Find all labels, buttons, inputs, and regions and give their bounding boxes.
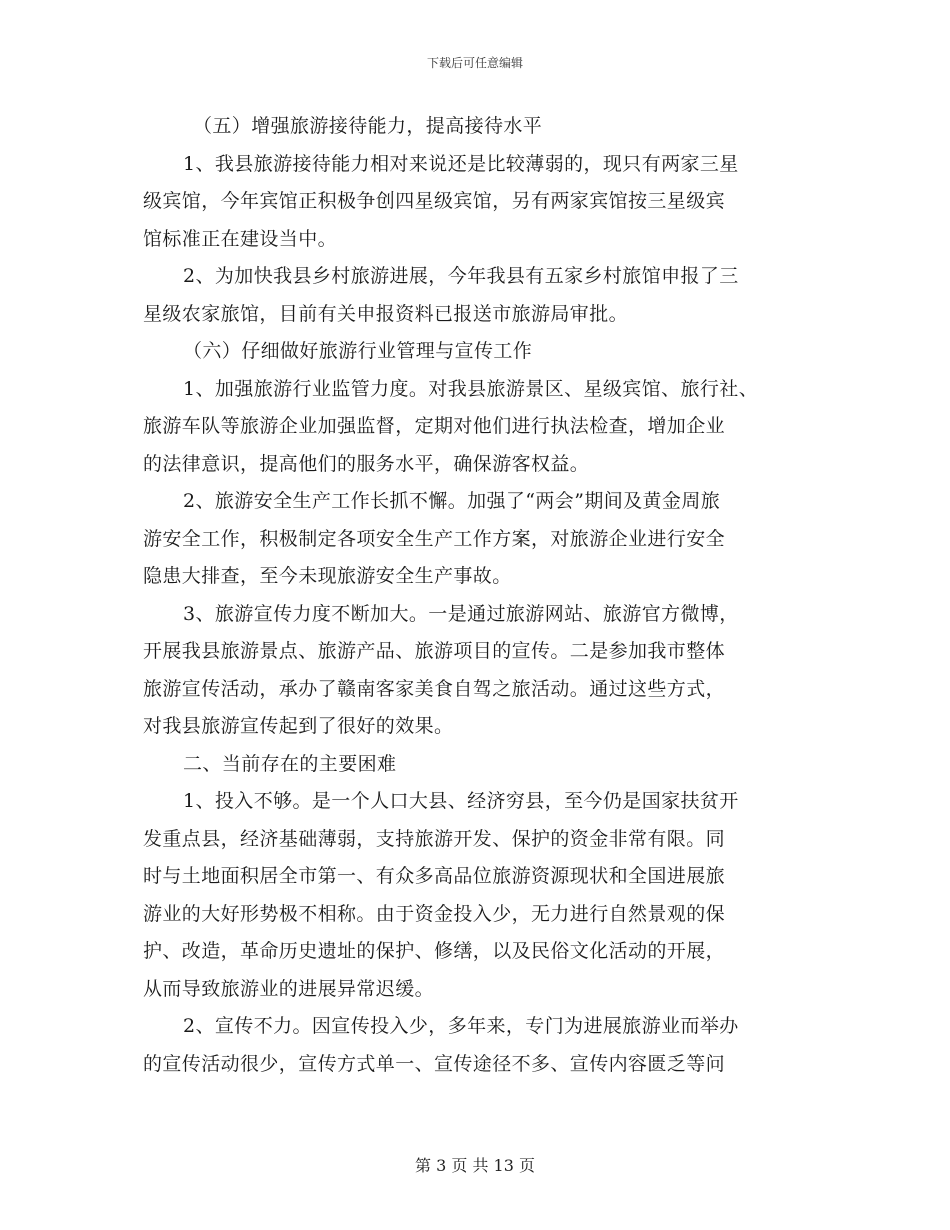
page-header: 下载后可任意编辑 <box>426 56 523 70</box>
paragraph-line: 游安全工作，积极制定各项安全生产工作方案，对旅游企业进行安全 <box>143 527 726 550</box>
paragraph-line: 发重点县，经济基础薄弱，支持旅游开发、保护的资金非常有限。同 <box>143 827 726 850</box>
paragraph-line: 1、投入不够。是一个人口大县、经济穷县，至今仍是国家扶贫开 <box>183 790 739 812</box>
paragraph-line: 级宾馆，今年宾馆正积极争创四星级宾馆，另有两家宾馆按三星级宾 <box>143 190 726 212</box>
paragraph-line: 2、为加快我县乡村旅游进展，今年我县有五家乡村旅馆申报了三 <box>183 265 739 287</box>
section-heading-5: （五）增强旅游接待能力，提高接待水平 <box>193 115 543 137</box>
paragraph-line: 的法律意识，提高他们的服务水平，确保游客权益。 <box>143 452 590 475</box>
paragraph-line: 护、改造，革命历史遗址的保护、修缮，以及民俗文化活动的开展， <box>143 940 726 962</box>
paragraph-line: 星级农家旅馆，目前有关申报资料已报送市旅游局审批。 <box>143 302 629 325</box>
paragraph-line: 游业的大好形势极不相称。由于资金投入少，无力进行自然景观的保 <box>143 902 726 925</box>
paragraph-line: 从而导致旅游业的进展异常迟缓。 <box>143 977 435 1000</box>
paragraph-line: 隐患大排查，至今未现旅游安全生产事故。 <box>143 565 512 587</box>
paragraph-line: 1、加强旅游行业监管力度。对我县旅游景区、星级宾馆、旅行社、 <box>183 377 759 400</box>
paragraph-line: 2、宣传不力。因宣传投入少，多年来，专门为进展旅游业而举办 <box>183 1015 739 1037</box>
paragraph-line: 旅游车队等旅游企业加强监督，定期对他们进行执法检查，增加企业 <box>143 415 726 437</box>
paragraph-line: 3、旅游宣传力度不断加大。一是通过旅游网站、旅游官方微博， <box>183 602 739 625</box>
section-heading-6: （六）仔细做好旅游行业管理与宣传工作 <box>183 340 533 362</box>
paragraph-line: 的宣传活动很少，宣传方式单一、宣传途径不多、宣传内容匮乏等问 <box>143 1052 726 1075</box>
page-number-footer: 第 3 页 共 13 页 <box>415 1156 535 1175</box>
paragraph-line: 1、我县旅游接待能力相对来说还是比较薄弱的，现只有两家三星 <box>183 152 739 175</box>
paragraph-line: 馆标准正在建设当中。 <box>143 227 338 250</box>
paragraph-line: 2、旅游安全生产工作长抓不懈。加强了“两会”期间及黄金周旅 <box>183 490 721 512</box>
paragraph-line: 旅游宣传活动，承办了赣南客家美食自驾之旅活动。通过这些方式， <box>143 677 726 700</box>
paragraph-line: 开展我县旅游景点、旅游产品、旅游项目的宣传。二是参加我市整体 <box>143 640 726 662</box>
paragraph-line: 对我县旅游宣传起到了很好的效果。 <box>143 715 454 737</box>
section-heading-2: 二、当前存在的主要困难 <box>183 752 397 775</box>
paragraph-line: 时与土地面积居全市第一、有众多高品位旅游资源现状和全国进展旅 <box>143 865 726 887</box>
document-body <box>143 108 823 1083</box>
